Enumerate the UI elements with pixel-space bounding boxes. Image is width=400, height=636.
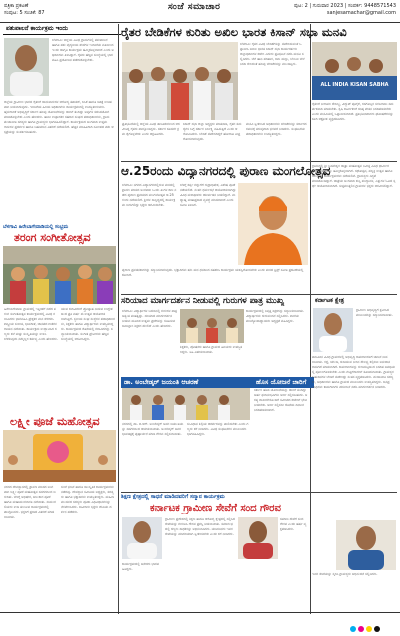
right-text-2: ಗ್ರಾಮೀಣ ಅಭಿವೃದ್ಧಿಗೆ ಶ್ರಮಿಸಿದ ಮುಖಂಡರನ್ನು ಸನ್ಮಾನಿಸಲಾಯಿತು.: [356, 308, 393, 317]
masthead: ಸಂಜೆ ಸಮಾಚಾರ: [168, 2, 221, 12]
bottom-portrait-1: [122, 517, 162, 559]
blue-kicker-1: ಡಾ. ಅಂಬೇಡ್ಕರ್ ಜಯಂತಿ ಆಚರಣೆ: [121, 377, 257, 388]
farmers-text-3: ಕಿಸಾನ್ ಸಭಾ ಜಿಲ್ಲಾ ಅಧ್ಯಕ್ಷರು ಮಾತನಾಡಿ, ರೈತರ ಸಮಸ್ಯೆಗಳ ಬಗ್ಗೆ ಸರ್ಕಾರ ನಿರ್ಲಕ್ಷ್ಯ ವಹಿಸುತ್ತಿದೆ ಎಂದು ಆರೋಪಿಸಿದರು. ಬೇಡಿಕೆ ಈಡೇರದಿದ್ದರೆ ಹೋರಾಟ ತೀವ್ರಗೊಳಿಸಲಾಗುವುದು.: [183, 122, 242, 141]
center-photo-1: [180, 309, 244, 343]
farmers-photo-2: [312, 42, 397, 100]
bottom-text-4: ಇವರ ಸೇವೆಯನ್ನು ಸ್ಮರಿಸಿ ಗ್ರಾಮಸ್ಥರು ಅಭಿನಂದನೆ ಸಲ್ಲಿಸಿದರು.: [312, 572, 378, 576]
farmers-text-1: ಬೆಳಗಾವಿ: ರೈತರ ವಿವಿಧ ಬೇಡಿಕೆಗಳನ್ನು ಈಡೇರಿಸುವಂತೆ ಒತ್ತಾಯಿಸಿ ಅಖಿಲ ಭಾರತ ಕಿಸಾನ್ ಸಭಾ ಕಾರ್ಯಕರ್ತರು ಜಿಲ್ಲಾಧಿಕಾರಿಗಳ ಕಚೇರಿ ಎದುರು ಪ್ರತಿಭಟನೆ ನಡೆಸಿ ಮನವಿ ಸಲ್ಲಿಸಿದರು. ಬೆಳೆ ಹಾನಿ ಪರಿಹಾರ, ಸಾಲ ಮನ್ನಾ, ಬೆಂಬಲ ಬೆಲೆ ನಿಗದಿ ಸೇರಿದಂತೆ ಹಲವು ಬೇಡಿಕೆಗಳನ್ನು ಮುಂದಿಟ್ಟರು.: [240, 42, 305, 66]
left-kicker: ಪಶುಪಾಲನೆ ಕಾರ್ಯಕ್ರಮ ಇಂದು: [3, 24, 121, 35]
bottom-kicker: ಶಿಕ್ಷಣ ಕ್ಷೇತ್ರದಲ್ಲಿ ಸಾಧನೆ ಮಾಡಿದವರಿಗೆ ಸನ್ಮಾನ ಕಾರ್ಯಕ್ರಮ: [121, 494, 225, 500]
lakshmi-headline: ಲಕ್ಷ್ಮೀ ಪೂಜೆ ಮಹೋತ್ಸವ: [10, 415, 100, 428]
farmers-headline: ರೈತರ ಬೇಡಿಕೆಗಳ ಕುರಿತು ಅಖಿಲ ಭಾರತ ಕಿಸಾನ್ ಸಭಾ ಮನವಿ: [121, 25, 347, 39]
page-header: [0, 0, 400, 23]
farmers-text-4: ಮನವಿ ಸ್ವೀಕರಿಸಿದ ಅಧಿಕಾರಿಗಳು ಬೇಡಿಕೆಗಳನ್ನು ಸರ್ಕಾರದ ಗಮನಕ್ಕೆ ತರುವುದಾಗಿ ಭರವಸೆ ನೀಡಿದರು. ಸಂಘಟನೆಯ ಪದಾಧಿಕಾರಿಗಳು ಉಪಸ್ಥಿತರಿದ್ದರು.: [246, 122, 307, 136]
header-left-top: ಪತ್ರಿಕಾ ಪ್ರಕಟಣೆ: [4, 3, 29, 9]
lakshmi-photo: [3, 430, 116, 482]
ambedkar-photo: [122, 388, 250, 420]
bottom-text-1: ಗ್ರಾಮೀಣ ಪ್ರದೇಶದಲ್ಲಿ ಶಿಕ್ಷಣ ಹಾಗೂ ಆರೋಗ್ಯ ಕ್ಷೇತ್ರದಲ್ಲಿ ಸಲ್ಲಿಸಿದ ಸೇವೆಯನ್ನು ಗುರುತಿಸಿ ಗೌರವ ಪ್ರಶಸ್ತಿ ನೀಡಲಾಯಿತು. ಸಮಾರಂಭದಲ್ಲಿ ಗಣ್ಯರು ಸಾಧಕರನ್ನು ಅಭಿನಂದಿಸಿದರು. ಯುವಜನರು ಇವರ ಸೇವೆಯನ್ನು ಮಾದರಿಯಾಗಿ ಸ್ವೀಕರಿಸಬೇಕು ಎಂದು ಕರೆ ನೀಡಿದರು.: [165, 517, 235, 536]
center-headline: ಸರಿಯಾದ ಮಾರ್ಗದರ್ಶನ ನೀಡುವಲ್ಲಿ ಗುರುಗಳ ಪಾತ್ರ ಮುಖ್ಯ: [121, 296, 285, 306]
column-rule-right: [310, 24, 311, 614]
bottom-text-3: ಕಾರ್ಯಕ್ರಮದಲ್ಲಿ ಅನೇಕರು ಭಾಗವಹಿಸಿದ್ದರು.: [122, 562, 160, 571]
bottom-right-photo: [336, 520, 396, 570]
divider-right: [312, 294, 397, 295]
left-text-2: ಜಿಲ್ಲೆಯ ಗ್ರಾಮೀಣ ಭಾಗದ ರೈತರಿಗೆ ಜಾನುವಾರುಗಳ ಆರೋಗ್ಯ ತಪಾಸಣೆ, ಲಸಿಕೆ ಹಾಗೂ ಚಿಕಿತ್ಸೆ ಉಚಿತವಾಗಿ ನೀಡಲಾಗುವುದು. ಇಲಾಖೆಯ ಹಿರಿಯ ಅಧಿಕಾರಿಗಳು ಕಾರ್ಯಕ್ರಮದಲ್ಲಿ ಉಪಸ್ಥಿತರಿರುವರು. ಹೈನುಗಾರಿಕೆ ಅಭಿವೃದ್ಧಿಗೆ ಸರ್ಕಾರ ಹಲವು ಯೋಜನೆಗಳನ್ನು ಜಾರಿಗೆ ತಂದಿದ್ದು ಅವುಗಳ ಸದುಪಯೋಗ ಮಾಡಿಕೊಳ್ಳಬೇಕು ಎಂದು ಹೇಳಿದರು. ಹಾಲು ಉತ್ಪಾದಕರ ಸಹಕಾರ ಸಂಘದ ಪದಾಧಿಕಾರಿಗಳು, ಗ್ರಾಮ ಪಂಚಾಯಿತಿ ಸದಸ್ಯರು ಹಾಗೂ ಗ್ರಾಮಸ್ಥರು ಭಾಗವಹಿಸಲಿದ್ದಾರೆ. ಕಾರ್ಯಕ್ರಮದ ಅಂಗವಾಗಿ ಉತ್ತಮ ರಾಸುಗಳ ಪ್ರದರ್ಶನ ಹಾಗೂ ಬಹುಮಾನ ವಿತರಣೆ ನಡೆಯಲಿದೆ. ಹೆಚ್ಚಿನ ಮಾಹಿತಿಗಾಗಿ ಸಮೀಪದ ಪಶು ಆಸ್ಪತ್ರೆಯನ್ನು ಸಂಪರ್ಕಿಸಬಹುದು.: [4, 100, 114, 134]
left-text-1: ಬೆಳಗಾವಿ: ಜಿಲ್ಲೆಯ ವಿವಿಧ ಗ್ರಾಮಗಳಲ್ಲಿ ಪಶುಪಾಲನೆ ಹಾಗೂ ಪಶು ವೈದ್ಯಕೀಯ ಸೇವೆಗಳ ಇಲಾಖೆಯ ವತಿಯಿಂದ ಇಂದು ಜಾಗೃತಿ ಕಾರ್ಯಕ್ರಮ ಹಮ್ಮಿಕೊಳ್ಳಲಾಗಿದೆ ಎಂದು ಅಧಿಕಾರಿಗಳು ತಿಳಿಸಿದ್ದಾರೆ. ರೈತರು ಹೆಚ್ಚಿನ ಸಂಖ್ಯೆಯಲ್ಲಿ ಭಾಗವಹಿಸಿ ಪ್ರಯೋಜನ ಪಡೆದುಕೊಳ್ಳಬೇಕು.: [52, 38, 114, 62]
lakshmi-text-1: ನಗರದ ದೇವಸ್ಥಾನದಲ್ಲಿ ಶ್ರಾವಣ ಮಾಸದ ಅಂಗವಾಗಿ ಲಕ್ಷ್ಮೀ ಪೂಜೆ ಮಹೋತ್ಸವ ಸಡಗರದಿಂದ ಜರುಗಿತು. ಬೆಳಿಗ್ಗೆ ಅಭಿಷೇಕ, ಅಲಂಕಾರ ಪೂಜೆ ಹಾಗೂ ಮಹಾಮಂಗಳಾರತಿ ನಡೆಯಿತು. ಸುಮಂಗಲಿಯರು ಉಡಿ ತುಂಬುವ ಕಾರ್ಯಕ್ರಮದಲ್ಲಿ ಪಾಲ್ಗೊಂಡರು. ಭಕ್ತರಿಗೆ ಪ್ರಸಾದ ವಿತರಣೆ ಮಾಡಲಾಯಿತು.: [4, 485, 56, 519]
temple-text-2: ಬೆಳಿಗ್ಗೆ ಕರ್ತೃ ಗದ್ದುಗೆಗೆ ರುದ್ರಾಭಿಷೇಕ, ವಿಶೇಷ ಪೂಜೆ ನಡೆಯಲಿದೆ. ನಂತರ ಧರ್ಮಸಭೆ ಆಯೋಜಿಸಲಾಗಿದ್ದು ವಿವಿಧ ಮಠಾಧೀಶರು ಆಶೀರ್ವಚನ ನೀಡಲಿದ್ದಾರೆ. ಮಧ್ಯಾಹ್ನ ಮಹಾಪ್ರಸಾದ ವ್ಯವಸ್ಥೆ ಮಾಡಲಾಗಿದೆ ಎಂದು ಸಮಿತಿ ತಿಳಿಸಿದೆ.: [180, 183, 236, 207]
footer-rule: [0, 612, 400, 613]
ambedkar-text-2: ಸಂವಿಧಾನ ಶಿಲ್ಪಿಯ ಆದರ್ಶಗಳನ್ನು ಪಾಲಿಸಬೇಕು ಎಂದು ಗಣ್ಯರು ಕರೆ ನೀಡಿದರು. ವಿವಿಧ ಸಂಘಟನೆಗಳ ಮುಖಂಡರು ಭಾಗವಹಿಸಿದ್ದರು.: [187, 422, 249, 436]
header-left-bottom: ಸಂಪುಟ: 5 ಸಂಚಿಕೆ: 87: [4, 10, 45, 16]
music-photo: [3, 246, 116, 304]
music-text-1: ಹಿರೇಬಾಗೇವಾಡಿ: ಗ್ರಾಮದಲ್ಲಿ ಇತ್ತೀಚೆಗೆ ನಡೆದ ತರಂಗ ಸಂಗೀತೋತ್ಸವ ಕಾರ್ಯಕ್ರಮದಲ್ಲಿ ವಿವಿಧ ಕಲಾವಿದರು ಭಾಗವಹಿಸಿ ಪ್ರೇಕ್ಷಕರ ಮನ ಸೆಳೆದರು. ಶಾಸ್ತ್ರೀಯ ಸಂಗೀತ, ಭಾವಗೀತೆ, ಜಾನಪದ ಗೀತೆಗಳ ಗಾಯನ ನಡೆಯಿತು. ಕಾರ್ಯಕ್ರಮ ಉದ್ಘಾಟಿಸಿದ ಗಣ್ಯರು ಕಲೆ ಮತ್ತು ಸಂಸ್ಕೃತಿಯನ್ನು ಉಳಿಸಿ ಬೆಳೆಸುವುದು ನಮ್ಮೆಲ್ಲರ ಕರ್ತವ್ಯ ಎಂದು ಹೇಳಿದರು.: [4, 307, 58, 341]
kisan-sabha-banner: ALL INDIA KISAN SABHA: [320, 82, 389, 88]
music-headline: ತರಂಗ ಸಂಗೀತೋತ್ಸವ: [14, 231, 91, 244]
bottom-text-2: ಸಮಾಜ ಸೇವೆಗೆ ಸಂದ ಗೌರವ ಎಂದು ಹರ್ಷ ವ್ಯಕ್ತಪಡಿಸಿದರು.: [280, 517, 307, 531]
center-text-1: ಬೆಳಗಾವಿ: ವಿದ್ಯಾರ್ಥಿಗಳ ಬದುಕಿನಲ್ಲಿ ಗುರುಗಳ ಪಾತ್ರ ಅತ್ಯಂತ ಮಹತ್ವದ್ದು. ಸರಿಯಾದ ಮಾರ್ಗದರ್ಶನ ನೀಡುವ ಮೂಲಕ ಉತ್ತಮ ಪ್ರಜೆಗಳನ್ನು ರೂಪಿಸುವ ಜವಾಬ್ದಾರಿ ಶಿಕ್ಷಕರ ಮೇಲಿದೆ ಎಂದು ಹೇಳಿದರು.: [122, 309, 177, 328]
farmers-text-2: ಪ್ರತಿಭಟನೆಯಲ್ಲಿ ಜಿಲ್ಲೆಯ ವಿವಿಧ ತಾಲೂಕುಗಳಿಂದ ಆಗಮಿಸಿದ್ದ ರೈತರು ಪಾಲ್ಗೊಂಡಿದ್ದರು. ಸರ್ಕಾರ ಕೂಡಲೇ ಕ್ರಮ ಕೈಗೊಳ್ಳಬೇಕು ಎಂದು ಆಗ್ರಹಿಸಿದರು.: [122, 122, 180, 136]
header-right-top: ಪುಟ: 2 | ಗುರುವಾರ 2023 | ಸಂಪರ್ಕ: 9448571543: [294, 3, 396, 9]
center-text-3: ಶಿಕ್ಷಕರು, ಪೋಷಕರು ಹಾಗೂ ಗ್ರಾಮದ ಹಿರಿಯರು ಉಪಸ್ಥಿತರಿದ್ದರು. ಸಿಹಿ ವಿತರಿಸಲಾಯಿತು.: [180, 345, 243, 354]
center-text-2: ಕಾರ್ಯಕ್ರಮದಲ್ಲಿ ನಿವೃತ್ತ ಶಿಕ್ಷಕರನ್ನು ಸನ್ಮಾನಿಸಲಾಯಿತು. ವಿದ್ಯಾರ್ಥಿಗಳು ಗುರುವಂದನೆ ಸಲ್ಲಿಸಿದರು. ಶಾಲೆಯ ಮುಖ್ಯೋಪಾಧ್ಯಾಯರು ಅಧ್ಯಕ್ಷತೆ ವಹಿಸಿದ್ದರು.: [246, 309, 304, 323]
swamiji-photo: [238, 183, 308, 265]
farmers-photo: [122, 42, 238, 120]
scheme-text: ಸರ್ಕಾರ ಹೊಸ ಯೋಜನೆಯನ್ನು ಜಾರಿಗೆ ತಂದಿದ್ದು ಅರ್ಹ ಫಲಾನುಭವಿಗಳು ಅರ್ಜಿ ಸಲ್ಲಿಸಬಹುದು. ಅಗತ್ಯ ದಾಖಲೆಗಳೊಂದಿಗೆ ಸಮೀಪದ ಕಚೇರಿಗೆ ಭೇಟಿ ನೀಡಬೇಕು. ಅರ್ಜಿ ಸಲ್ಲಿಸಲು ಕೊನೆಯ ದಿನಾಂಕ ನಿಗದಿಪಡಿಸಲಾಗಿದೆ.: [254, 388, 308, 412]
divider-1: [121, 161, 397, 162]
music-kicker: ಬೆಳಗಾವಿ ಹಿರೇಬಾಗೇವಾಡಿಯಲ್ಲಿ ಸಂಭ್ರಮ: [3, 224, 69, 230]
temple-headline: ಆ.25ರಂದು ವಿದ್ಯಾನಗರದಲ್ಲಿ ಪುರಾಣ ಮಂಗಲೋತ್ಸವ: [121, 164, 331, 178]
portrait-photo: [4, 38, 49, 96]
right-kicker: ಕರ್ನಾಟಕ ಕ್ಷೇತ್ರ: [312, 296, 398, 306]
right-portrait: [313, 308, 353, 352]
right-text-3: ತಾಲೂಕಿನ ವಿವಿಧ ಗ್ರಾಮಗಳಲ್ಲಿ ಅಭಿವೃದ್ಧಿ ಕಾಮಗಾರಿಗಳಿಗೆ ಚಾಲನೆ ನೀಡಲಾಯಿತು. ರಸ್ತೆ, ಚರಂಡಿ, ಕುಡಿಯುವ ನೀರಿನ ಸೌಲಭ್ಯ ಕಲ್ಪಿಸಲು ಅನುದಾನ ಬಿಡುಗಡೆ ಮಾಡಲಾಗಿದೆ. ಕಾಮಗಾರಿಗಳನ್ನು ಗುಣಮಟ್ಟದಿಂದ ನಿಗದಿತ ಅವಧಿಯಲ್ಲಿ ಪೂರ್ಣಗೊಳಿಸಬೇಕು ಎಂದು ಗುತ್ತಿಗೆದಾರರಿಗೆ ಸೂಚಿಸಲಾಯಿತು. ಗ್ರಾಮಸ್ಥರ ಬಹುದಿನಗಳ ಬೇಡಿಕೆ ಈಡೇರಿದ್ದು ಸಂತಸ ವ್ಯಕ್ತಪಡಿಸಿದರು. ಪಂಚಾಯಿತಿ ಸದಸ್ಯರು, ಅಧಿಕಾರಿಗಳು ಹಾಗೂ ಗ್ರಾಮದ ಮುಖಂಡರು ಉಪಸ್ಥಿತರಿದ್ದರು. ಜನಪ್ರತಿನಿಧಿಗಳು ಕಾಮಗಾರಿಗಳ ಪರಿಶೀಲನೆ ನಡೆಸಿ ಮಾರ್ಗದರ್ಶನ ನೀಡಿದರು.: [312, 355, 395, 389]
temple-text-1: ಬೆಳಗಾವಿ: ನಗರದ ವಿದ್ಯಾನಗರದಲ್ಲಿರುವ ಮಠದಲ್ಲಿ ಶ್ರಾವಣ ಮಾಸದ ಅಂಗವಾಗಿ ಒಂದು ತಿಂಗಳ ಕಾಲ ನಡೆದ ಪುರಾಣ ಪ್ರವಚನದ ಮಂಗಲೋತ್ಸವ ಆ.25ರಂದು ನಡೆಯಲಿದೆ. ಶ್ರೀಗಳ ಸಾನ್ನಿಧ್ಯದಲ್ಲಿ ಕಾರ್ಯಕ್ರಮ ಜರುಗಲಿದ್ದು ಭಕ್ತರು ಆಗಮಿಸಬೇಕು.: [122, 183, 177, 207]
right-text-1: ಗ್ರಾಮದಲ್ಲಿ ಶ್ರೀ ಬಸವೇಶ್ವರ ಜಾತ್ರಾ ಮಹೋತ್ಸವ ನಿಮಿತ್ತ ವಿವಿಧ ಧಾರ್ಮಿಕ ಕಾರ್ಯಕ್ರಮಗಳನ್ನು ಹಮ್ಮಿಕೊಳ್ಳಲಾಗಿದೆ. ರಥೋತ್ಸವ, ಪಲ್ಲಕ್ಕಿ ಉತ್ಸವ ಹಾಗೂ ಸಾಂಸ್ಕೃತಿಕ ಕಾರ್ಯಕ್ರಮಗಳು ನಡೆಯಲಿವೆ. ಗ್ರಾಮಸ್ಥರು ಸಿದ್ಧತೆ ಮಾಡಿಕೊಂಡಿದ್ದಾರೆ. ಜಾತ್ರೆಯ ಅಂಗವಾಗಿ ಕುಸ್ತಿ ಪಂದ್ಯಾವಳಿ, ಎತ್ತುಗಳ ಓಟದ ಸ್ಪರ್ಧೆ ಆಯೋಜಿಸಲಾಗಿದೆ. ಸುತ್ತಮುತ್ತಲಿನ ಗ್ರಾಮಗಳ ಭಕ್ತರು ಆಗಮಿಸಲಿದ್ದಾರೆ.: [312, 164, 396, 188]
header-right-bottom: sanjesamachar@gmail.com: [326, 10, 396, 16]
ambedkar-text-1: ನಗರದಲ್ಲಿ ಡಾ. ಬಿ.ಆರ್. ಅಂಬೇಡ್ಕರ್ ಅವರ ಜಯಂತಿಯನ್ನು ಸಡಗರದಿಂದ ಆಚರಿಸಲಾಯಿತು. ಅಂಬೇಡ್ಕರ್ ಅವರ ಭಾವಚಿತ್ರಕ್ಕೆ ಪುಷ್ಪಾರ್ಚನೆ ಮಾಡಿ ಗೌರವ ಸಲ್ಲಿಸಲಾಯಿತು.: [122, 422, 184, 436]
temple-text-3: ಪುರಾಣ ಪ್ರವಚನಕಾರರನ್ನು ಸನ್ಮಾನಿಸಲಾಗುವುದು. ಭಕ್ತಾದಿಗಳು ತನು ಮನ ಧನದಿಂದ ಸಹಕರಿಸಿ ಕಾರ್ಯಕ್ರಮ ಯಶಸ್ವಿಗೊಳಿಸಬೇಕು ಎಂದು ಮಠದ ಟ್ರಸ್ಟ್ ಸಮಿತಿ ಪ್ರಕಟಣೆಯಲ್ಲಿ ಕೋರಿದೆ.: [122, 268, 304, 277]
farmers-text-5: ರೈತರಿಗೆ ನೀರಾವರಿ ಸೌಲಭ್ಯ, ವಿದ್ಯುತ್ ಪೂರೈಕೆ, ರಸಗೊಬ್ಬರ ಸರಬರಾಜು ಸಮರ್ಪಕವಾಗಿ ಮಾಡಬೇಕು. ಕೃಷಿ ಕಾರ್ಮಿಕರಿಗೆ ಕನಿಷ್ಠ ವೇತನ ನಿಗದಿಪಡಿಸಬೇಕು ಎಂದು ಮನವಿಯಲ್ಲಿ ಒತ್ತಾಯಿಸಲಾಗಿದೆ. ಪ್ರತಿಭಟನಾಕಾರರು ಘೋಷಣೆಗಳನ್ನು ಕೂಗಿ ಆಕ್ರೋಶ ವ್ಯಕ್ತಪಡಿಸಿದರು.: [312, 102, 394, 121]
registration-marks: [348, 617, 380, 636]
column-rule-left: [118, 24, 119, 614]
music-text-2: ಯುವ ಕಲಾವಿದರಿಗೆ ಪ್ರೋತ್ಸಾಹ ನೀಡುವ ಉದ್ದೇಶದಿಂದ ಪ್ರತಿ ವರ್ಷ ಈ ಉತ್ಸವ ಆಯೋಜಿಸಲಾಗುತ್ತಿದೆ. ಸ್ಥಳೀಯ ಸಂಘ ಸಂಸ್ಥೆಗಳ ಪದಾಧಿಕಾರಿಗಳು, ಶಿಕ್ಷಕರು ಹಾಗೂ ವಿದ್ಯಾರ್ಥಿಗಳು ಉಪಸ್ಥಿತರಿದ್ದರು. ಕಾರ್ಯಕ್ರಮದ ಕೊನೆಯಲ್ಲಿ ಕಲಾವಿದರನ್ನು ಸನ್ಮಾನಿಸಲಾಯಿತು. ಸಂಗೀತ ಪ್ರೇಮಿಗಳು ಹೆಚ್ಚಿನ ಸಂಖ್ಯೆಯಲ್ಲಿ ಆಗಮಿಸಿದ್ದರು.: [61, 307, 115, 341]
bottom-headline: ಕರ್ನಾಟಕ ಗ್ರಾಮೀಣ ಸೇವೆಗೆ ಸಂದ ಗೌರವ: [150, 503, 281, 514]
blue-kicker-2: ಹೊಸ ಯೋಜನೆ ಜಾರಿಗೆ: [253, 377, 314, 388]
divider-3: [121, 492, 397, 493]
lakshmi-text-2: ಸಂಜೆ ಭಜನೆ ಹಾಗೂ ಸಾಂಸ್ಕೃತಿಕ ಕಾರ್ಯಕ್ರಮಗಳು ನಡೆದವು. ದೇವಸ್ಥಾನ ಸಮಿತಿಯ ಅಧ್ಯಕ್ಷರು, ಸದಸ್ಯರು ಹಾಗೂ ಭಕ್ತಾದಿಗಳು ಉಪಸ್ಥಿತರಿದ್ದರು. ಮಹಿಳಾ ಮಂಡಳದ ಸದಸ್ಯರು ಪೂಜಾ ವಿಧಿವಿಧಾನಗಳನ್ನು ನೆರವೇರಿಸಿದರು. ಸಾವಿರಾರು ಭಕ್ತರು ದೇವಿಯ ದರ್ಶನ ಪಡೆದರು.: [61, 485, 115, 514]
bottom-portrait-2: [238, 517, 278, 559]
